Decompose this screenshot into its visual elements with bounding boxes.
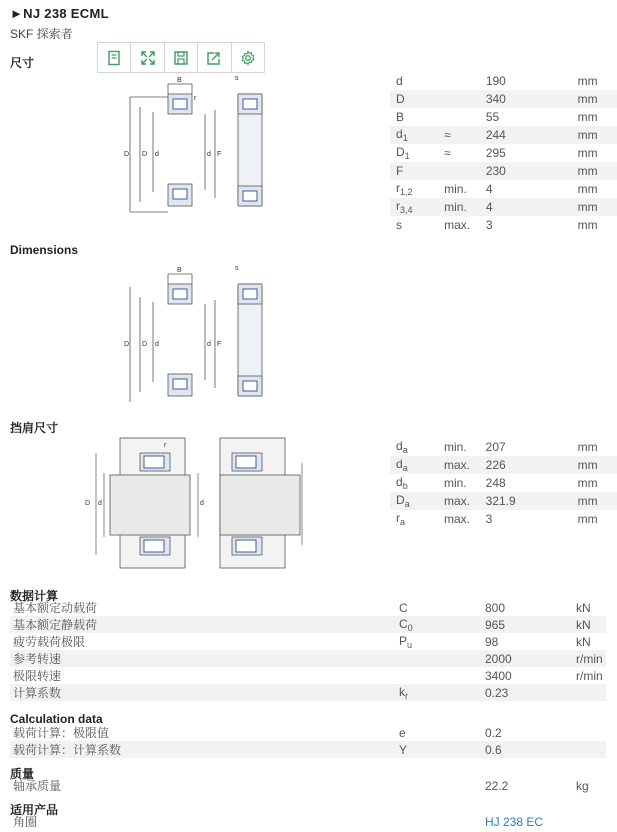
symbol: s	[396, 218, 402, 232]
label: 参考转速	[10, 650, 396, 667]
products-table	[10, 813, 606, 830]
qualifier	[438, 162, 480, 180]
section-calc: 数据计算	[10, 589, 59, 603]
label2-F: F	[217, 341, 222, 348]
section-dimensions-en: Dimensions	[10, 243, 79, 257]
value: 207	[485, 440, 506, 454]
section-abutment: 挡肩尺寸	[10, 421, 59, 435]
symbol: $r_a$	[396, 511, 406, 527]
product-subtitle: SKF 探索者	[10, 27, 73, 41]
qualifier: min.	[444, 182, 467, 196]
unit: r/min	[576, 668, 603, 683]
spec-row	[390, 456, 617, 474]
symbol: $r_{3,4}$	[396, 199, 413, 215]
symbol: e	[399, 725, 406, 740]
calc-row	[10, 777, 606, 794]
symbol: d	[396, 74, 403, 88]
symbol: $C_0$	[399, 616, 413, 633]
qualifier: ≈	[438, 126, 480, 144]
share-button[interactable]	[198, 43, 231, 72]
label-D: D	[124, 151, 130, 158]
expand-button[interactable]	[131, 43, 164, 72]
label-d1: d	[155, 151, 159, 158]
unit: mm	[572, 90, 617, 108]
abutment-table	[390, 438, 617, 528]
spec-row	[390, 72, 617, 90]
qualifier	[438, 90, 480, 108]
label: 载荷计算：计算系数	[10, 741, 396, 758]
unit: mm	[577, 110, 598, 124]
symbol: C	[399, 600, 408, 615]
dimensions-table	[390, 72, 617, 234]
label2-d1: d	[155, 341, 159, 348]
calc-row	[10, 741, 606, 758]
unit: mm	[577, 476, 598, 490]
calc-row	[10, 650, 606, 667]
symbol: $d_a$	[396, 439, 408, 455]
spec-row	[390, 180, 617, 198]
value: 248	[485, 476, 506, 490]
symbol: $d_b$	[396, 475, 408, 491]
bearing-dimensions-drawing	[120, 262, 270, 412]
label-r1: r	[194, 95, 197, 102]
qualifier: ≈	[444, 146, 451, 160]
label: 角圈	[13, 815, 38, 829]
symbol: B	[396, 110, 405, 124]
unit: mm	[577, 218, 598, 232]
value: 3	[485, 512, 493, 526]
unit: mm	[572, 126, 617, 144]
section-products: 适用产品	[10, 803, 59, 817]
symbol: $k_r$	[399, 684, 408, 701]
unit	[573, 724, 606, 741]
label: 极限转速	[13, 669, 62, 683]
unit: mm	[577, 512, 598, 526]
calc-row	[10, 813, 606, 830]
spec-row	[390, 144, 617, 162]
calc-row	[10, 599, 606, 616]
label-B: B	[177, 77, 182, 84]
value	[482, 813, 573, 830]
qualifier: min.	[444, 440, 467, 454]
value: 190	[485, 74, 506, 88]
label2-B: B	[177, 267, 182, 274]
qualifier	[438, 72, 480, 90]
symbol: Y	[399, 742, 408, 757]
calc-row	[10, 667, 606, 684]
bearing-cross-section-drawing	[120, 72, 270, 222]
label2-d: d	[207, 341, 211, 348]
unit: mm	[577, 74, 598, 88]
label2-D1: D	[142, 341, 148, 348]
symbol: F	[396, 164, 404, 178]
value: 230	[480, 162, 572, 180]
label-da: d	[98, 500, 102, 507]
share-icon	[206, 50, 222, 66]
qualifier: max.	[444, 512, 471, 526]
spec-row	[390, 474, 617, 492]
label-d: d	[207, 151, 211, 158]
value: 340	[480, 90, 572, 108]
label-ra: r	[164, 442, 167, 449]
symbol: $D_a$	[396, 493, 410, 509]
value: 244	[480, 126, 572, 144]
unit: mm	[577, 440, 598, 454]
value: 55	[485, 110, 500, 124]
unit: mm	[572, 162, 617, 180]
calc-table	[10, 599, 606, 701]
qualifier: max.	[438, 492, 480, 510]
calc-row	[10, 616, 606, 633]
label: 载荷计算：极限值	[13, 726, 110, 740]
label-D1: D	[142, 151, 148, 158]
calc-row	[10, 724, 606, 741]
product-title: ►NJ 238 ECML	[10, 6, 109, 21]
label: 计算系数	[10, 684, 396, 701]
spec-row	[390, 198, 617, 216]
section-calc-en: Calculation data	[10, 712, 103, 726]
value: 4	[480, 198, 572, 216]
unit: mm	[577, 182, 598, 196]
symbol: $d_a$	[396, 457, 408, 473]
unit	[573, 813, 606, 830]
value: 0.2	[485, 725, 502, 740]
value: 3400	[485, 668, 512, 683]
unit: mm	[572, 456, 617, 474]
label: 疲劳载荷极限	[13, 635, 86, 649]
section-dimensions-cn: 尺寸	[10, 56, 35, 70]
label2-D: D	[124, 341, 130, 348]
unit: mm	[572, 198, 617, 216]
label-db: d	[200, 500, 204, 507]
spec-row	[390, 108, 617, 126]
unit: r/min	[573, 650, 606, 667]
qualifier: max.	[444, 218, 471, 232]
spec-row	[390, 90, 617, 108]
abutment-drawing	[80, 433, 310, 573]
symbol: $r_{1,2}$	[396, 181, 413, 197]
label-F: F	[217, 151, 222, 158]
mass-table	[10, 777, 606, 794]
unit: kg	[576, 778, 589, 793]
spec-row	[390, 126, 617, 144]
value: 965	[482, 616, 573, 633]
section-mass: 质量	[10, 767, 35, 781]
settings-icon	[240, 50, 256, 66]
symbol: $d_1$	[396, 127, 408, 143]
spec-row	[390, 162, 617, 180]
spec-row	[390, 492, 617, 510]
settings-button[interactable]	[232, 43, 264, 72]
unit: kN	[573, 616, 606, 633]
save-button[interactable]	[165, 43, 198, 72]
save-icon	[173, 50, 189, 66]
qualifier: min.	[438, 198, 480, 216]
label-Da: D	[85, 500, 91, 507]
spec-row	[390, 216, 617, 234]
symbol: $D_1$	[396, 145, 410, 161]
qualifier: min.	[444, 476, 467, 490]
value: 800	[485, 600, 506, 615]
toolbar	[97, 42, 265, 73]
symbol: D	[396, 92, 405, 106]
label: 基本额定静载荷	[10, 616, 396, 633]
spec-row	[390, 510, 617, 528]
label-s: s	[235, 75, 239, 82]
unit: mm	[577, 146, 598, 160]
value: 226	[480, 456, 572, 474]
value: 2000	[482, 650, 573, 667]
calc-en-table	[10, 724, 606, 758]
label: 基本额定动载荷	[13, 601, 98, 615]
unit	[573, 741, 606, 758]
unit: mm	[572, 492, 617, 510]
product-link[interactable]: HJ 238 EC	[485, 814, 544, 829]
value: 0.23	[482, 684, 573, 701]
qualifier	[438, 108, 480, 126]
label: 轴承质量	[13, 779, 62, 793]
qualifier: max.	[438, 456, 480, 474]
expand-icon	[140, 50, 156, 66]
value: 0.6	[482, 741, 573, 758]
calc-row	[10, 633, 606, 650]
unit	[573, 684, 606, 701]
unit: kN	[576, 600, 591, 615]
value: 321.9	[480, 492, 572, 510]
calc-row	[10, 684, 606, 701]
spec-row	[390, 438, 617, 456]
value: 4	[485, 182, 493, 196]
document-icon	[106, 50, 122, 66]
value: 98	[485, 634, 499, 649]
symbol: $P_u$	[399, 633, 413, 650]
value: 295	[485, 146, 506, 160]
document-button[interactable]	[98, 43, 131, 72]
value: 22.2	[485, 778, 509, 793]
unit: kN	[576, 634, 591, 649]
label2-s: s	[235, 265, 239, 272]
value: 3	[485, 218, 493, 232]
